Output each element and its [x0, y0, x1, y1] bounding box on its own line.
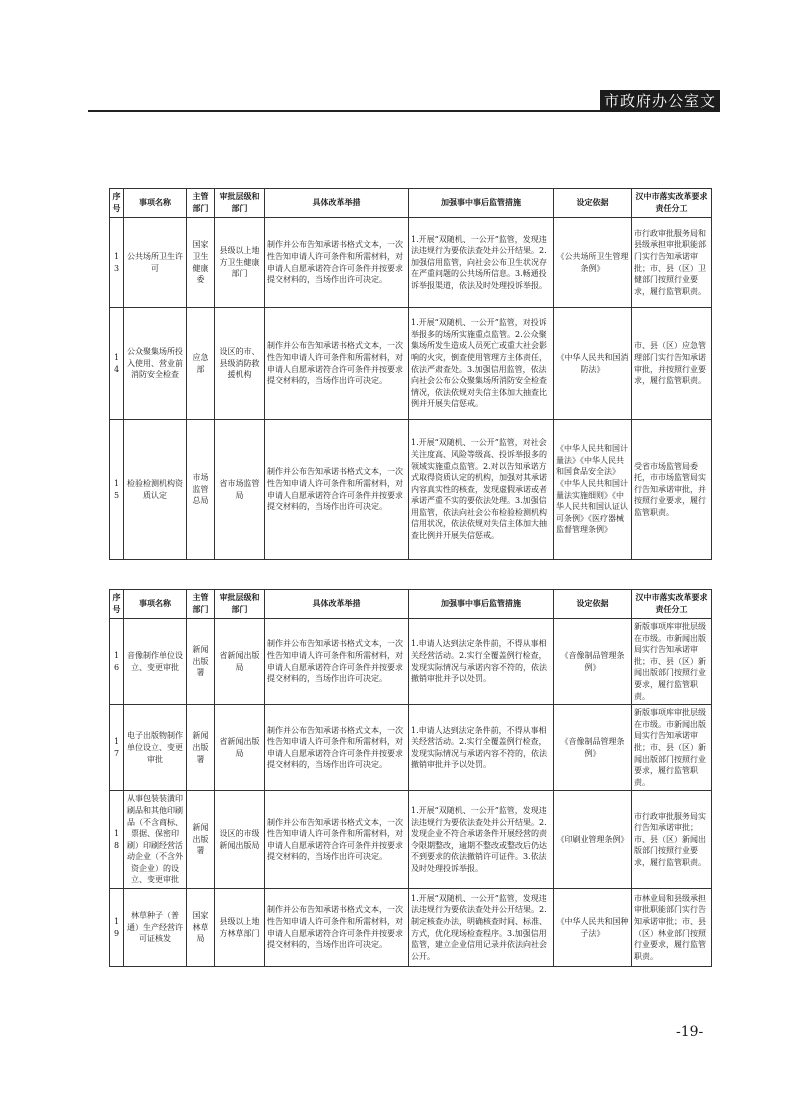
row-name: 从事包装装潢印刷品和其他印刷品（不含商标、票据、保密印刷）印刷经营活动企业（不含外资企业）的设立、变更审批 — [124, 791, 187, 889]
row-level: 省新闻出版局 — [215, 619, 265, 705]
row-reform: 制作并公布告知承诺书格式文本，一次性告知申请人许可条件和所需材料，对申请人自愿承诺符合许可条件并按要求提交材料的，当场作出许可决定。 — [265, 308, 409, 420]
row-supervision: 1.开展“双随机、一公开”监管，发现违法违规行为要依法查处并公开结果。2.加强信用监管，向社会公布卫生状况存在严重问题的公共场所信息。3.畅通投诉举报渠道，依法及时处理投诉举报。 — [409, 218, 554, 308]
row-responsibility: 受省市场监管局委托，市市场监管局实行告知承诺审批，并按照行业要求，履行监管职责。 — [632, 420, 712, 560]
row-name: 公众聚集场所投入使用、营业前消防安全检查 — [124, 308, 187, 420]
row-name: 公共场所卫生许可 — [124, 218, 187, 308]
row-level: 县级以上地方卫生健康部门 — [215, 218, 265, 308]
row-supervision: 1.开展“双随机、一公开”监管，对社会关注度高、风险等级高、投诉举报多的领域实施重点监管。2.对以告知承诺方式取得资质认定的机构，加强对其承诺内容真实性的核查，发现虚假承诺或者承诺严重不实的要依法处理。3.加强信用监管，依法向社会公布检验检测机构信用状况，依法依规对失信主体加大抽查比例并开展失信惩戒。 — [409, 420, 554, 560]
col-header-basis: 设定依据 — [554, 189, 632, 218]
row-basis: 《中华人民共和国种子法》 — [554, 889, 632, 967]
row-responsibility: 市行政审批服务局和县级承担审批职能部门实行告知承诺审批；市、县（区）卫健部门按照行业要求，履行监管职责。 — [632, 218, 712, 308]
row-num: 15 — [110, 420, 124, 560]
row-basis: 《印刷业管理条例》 — [554, 791, 632, 889]
row-supervision: 1.申请人达到法定条件前，不得从事相关经营活动。2.实行全覆盖例行检查，发现实际情况与承诺内容不符的，依法撤销审批并予以处罚。 — [409, 619, 554, 705]
table-row — [110, 420, 712, 560]
row-supervision: 1.开展“双随机、一公开”监管，发现违法违规行为要依法查处并公开结果。2.发现企业不符合承诺条件开展经营的责令限期整改，逾期不整改或整改后仍达不到要求的依法撤销许可证件。3.依法及时处理投诉举报。 — [409, 791, 554, 889]
col-header-level: 审批层级和部门 — [215, 590, 265, 619]
policy-table-1 — [109, 188, 712, 560]
row-reform: 制作并公布告知承诺书格式文本，一次性告知申请人许可条件和所需材料，对申请人自愿承诺符合许可条件并按要求提交材料的，当场作出许可决定。 — [265, 619, 409, 705]
row-level: 省新闻出版局 — [215, 705, 265, 791]
row-responsibility: 新版事项库审批层级在市级。市新闻出版局实行告知承诺审批；市、县（区）新闻出版部门按照行业要求，履行监管职责。 — [632, 705, 712, 791]
row-responsibility: 市林业局和县级承担审批职能部门实行告知承诺审批；市、县（区）林业部门按照行业要求，履行监管职责。 — [632, 889, 712, 967]
col-header-responsibility: 汉中市落实改革要求责任分工 — [632, 590, 712, 619]
row-dept: 新闻出版署 — [187, 791, 215, 889]
row-level: 设区的市级新闻出版局 — [215, 791, 265, 889]
row-reform: 制作并公布告知承诺书格式文本，一次性告知申请人许可条件和所需材料，对申请人自愿承诺符合许可条件并按要求提交材料的，当场作出许可决定。 — [265, 420, 409, 560]
row-level: 县级以上地方林草部门 — [215, 889, 265, 967]
page-number: -19- — [676, 1024, 704, 1040]
row-num: 19 — [110, 889, 124, 967]
row-dept: 国家卫生健康委 — [187, 218, 215, 308]
row-reform: 制作并公布告知承诺书格式文本，一次性告知申请人许可条件和所需材料，对申请人自愿承诺符合许可条件并按要求提交材料的，当场作出许可决定。 — [265, 889, 409, 967]
col-header-reform: 具体改革举措 — [265, 590, 409, 619]
row-dept: 国家林草局 — [187, 889, 215, 967]
col-header-responsibility: 汉中市落实改革要求责任分工 — [632, 189, 712, 218]
row-supervision: 1.申请人达到法定条件前，不得从事相关经营活动。2.实行全覆盖例行检查，发现实际情况与承诺内容不符的，依法撤销审批并予以处罚。 — [409, 705, 554, 791]
row-num: 18 — [110, 791, 124, 889]
row-dept: 市场监管总局 — [187, 420, 215, 560]
row-num: 14 — [110, 308, 124, 420]
table-row — [110, 619, 712, 705]
table-row — [110, 308, 712, 420]
row-name: 电子出版物制作单位设立、变更审批 — [124, 705, 187, 791]
table-header-row — [110, 590, 712, 619]
table-row — [110, 705, 712, 791]
row-num: 17 — [110, 705, 124, 791]
col-header-supervision: 加强事中事后监管措施 — [409, 590, 554, 619]
row-name: 林草种子（普通）生产经营许可证核发 — [124, 889, 187, 967]
row-basis: 《中华人民共和国消防法》 — [554, 308, 632, 420]
row-name: 音像制作单位设立、变更审批 — [124, 619, 187, 705]
col-header-name: 事项名称 — [124, 590, 187, 619]
row-responsibility: 市行政审批服务局实行告知承诺审批；市、县（区）新闻出版部门按照行业要求，履行监管职责。 — [632, 791, 712, 889]
col-header-level: 审批层级和部门 — [215, 189, 265, 218]
table-header-row — [110, 189, 712, 218]
header-title: 市政府办公室文件 — [600, 90, 720, 112]
table-row — [110, 889, 712, 967]
row-num: 16 — [110, 619, 124, 705]
row-supervision: 1.开展“双随机、一公开”监管，对投诉举报多的场所实施重点监管。2.公众聚集场所发生造成人员死亡或重大社会影响的火灾，倒查使用管理方主体责任，依法严肃查处。3.加强信用监管，依法向社会公布公众聚集场所消防安全检查情况，依法依规对失信主体加大抽查比例并开展失信惩戒。 — [409, 308, 554, 420]
row-basis: 《音像制品管理条例》 — [554, 705, 632, 791]
row-basis: 《中华人民共和国计量法》《中华人民共和国食品安全法》《中华人民共和国计量法实施细则》《中华人民共和国认证认可条例》《医疗器械监督管理条例》 — [554, 420, 632, 560]
col-header-dept: 主管部门 — [187, 590, 215, 619]
col-header-supervision: 加强事中事后监管措施 — [409, 189, 554, 218]
row-responsibility: 新版事项库审批层级在市级。市新闻出版局实行告知承诺审批；市、县（区）新闻出版部门按照行业要求，履行监管职责。 — [632, 619, 712, 705]
row-responsibility: 市、县（区）应急管理部门实行告知承诺审批，并按照行业要求，履行监管职责。 — [632, 308, 712, 420]
row-dept: 新闻出版署 — [187, 705, 215, 791]
row-num: 13 — [110, 218, 124, 308]
col-header-basis: 设定依据 — [554, 590, 632, 619]
table-row — [110, 791, 712, 889]
row-dept: 新闻出版署 — [187, 619, 215, 705]
row-reform: 制作并公布告知承诺书格式文本，一次性告知申请人许可条件和所需材料，对申请人自愿承诺符合许可条件并按要求提交材料的，当场作出许可决定。 — [265, 705, 409, 791]
row-basis: 《公共场所卫生管理条例》 — [554, 218, 632, 308]
row-name: 检验检测机构资质认定 — [124, 420, 187, 560]
row-supervision: 1.开展“双随机、一公开”监管，发现违法违规行为要依法查处并公开结果。2.制定核查办法，明确核查时间、标准、方式，优化现场检查程序。3.加强信用监管，建立企业信用记录并依法向社会公开。 — [409, 889, 554, 967]
row-level: 省市场监管局 — [215, 420, 265, 560]
row-dept: 应急部 — [187, 308, 215, 420]
col-header-reform: 具体改革举措 — [265, 189, 409, 218]
col-header-num: 序号 — [110, 590, 124, 619]
row-reform: 制作并公布告知承诺书格式文本，一次性告知申请人许可条件和所需材料，对申请人自愿承诺符合许可条件并按要求提交材料的，当场作出许可决定。 — [265, 218, 409, 308]
col-header-dept: 主管部门 — [187, 189, 215, 218]
col-header-name: 事项名称 — [124, 189, 187, 218]
row-reform: 制作并公布告知承诺书格式文本，一次性告知申请人许可条件和所需材料，对申请人自愿承诺符合许可条件并按要求提交材料的，当场作出许可决定。 — [265, 791, 409, 889]
col-header-num: 序号 — [110, 189, 124, 218]
row-basis: 《音像制品管理条例》 — [554, 619, 632, 705]
row-level: 设区的市、县级消防救援机构 — [215, 308, 265, 420]
policy-table-2 — [109, 589, 712, 967]
table-row — [110, 218, 712, 308]
